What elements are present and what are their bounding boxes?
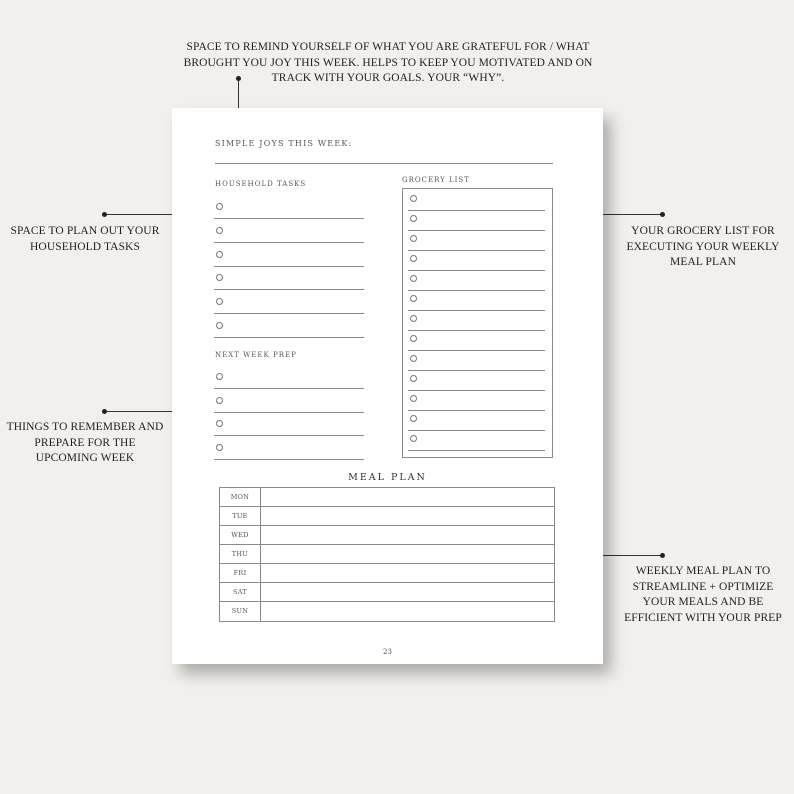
page-number: 23 [383, 648, 392, 656]
grocery-list-box [402, 188, 553, 458]
household-task-line[interactable] [214, 242, 364, 243]
grocery-item-checkbox[interactable] [410, 255, 417, 262]
meal-day-label: SAT [220, 583, 261, 601]
meal-day-label: SUN [220, 602, 261, 621]
grocery-item-line[interactable] [408, 270, 545, 271]
connector-dot-prep [102, 409, 107, 414]
meal-row-fri[interactable] [220, 564, 554, 583]
grocery-item-line[interactable] [408, 350, 545, 351]
next-week-prep-checkbox[interactable] [216, 397, 223, 404]
grocery-item-checkbox[interactable] [410, 395, 417, 402]
household-task-line[interactable] [214, 218, 364, 219]
annotation-household: SPACE TO PLAN OUT YOUR HOUSEHOLD TASKS [10, 225, 160, 253]
simple-joys-label: SIMPLE JOYS THIS WEEK: [215, 139, 353, 148]
connector-dot-household [102, 212, 107, 217]
meal-row-sat[interactable] [220, 583, 554, 602]
meal-row-sun[interactable] [220, 602, 554, 621]
meal-day-label: TUE [220, 507, 261, 525]
meal-day-label: FRI [220, 564, 261, 582]
next-week-prep-checkbox[interactable] [216, 420, 223, 427]
grocery-item-line[interactable] [408, 210, 545, 211]
annotation-grocery: YOUR GROCERY LIST FOR EXECUTING YOUR WEEKLY MEAL PLAN [626, 225, 780, 268]
connector-dot-top [236, 76, 241, 81]
grocery-item-line[interactable] [408, 390, 545, 391]
grocery-item-checkbox[interactable] [410, 355, 417, 362]
next-week-prep-label: NEXT WEEK PREP [215, 351, 297, 359]
next-week-prep-line[interactable] [214, 435, 364, 436]
household-task-line[interactable] [214, 337, 364, 338]
next-week-prep-checkbox[interactable] [216, 444, 223, 451]
grocery-item-checkbox[interactable] [410, 315, 417, 322]
simple-joys-line [215, 163, 553, 164]
meal-row-tue[interactable] [220, 507, 554, 526]
next-week-prep-line[interactable] [214, 412, 364, 413]
household-task-checkbox[interactable] [216, 227, 223, 234]
grocery-item-checkbox[interactable] [410, 235, 417, 242]
annotation-prep: THINGS TO REMEMBER AND PREPARE FOR THE UPCOMING WEEK [6, 421, 164, 464]
grocery-list-label: GROCERY LIST [402, 176, 470, 184]
meal-day-label: THU [220, 545, 261, 563]
next-week-prep-line[interactable] [214, 388, 364, 389]
grocery-item-line[interactable] [408, 450, 545, 451]
household-tasks-label: HOUSEHOLD TASKS [215, 180, 307, 188]
grocery-item-checkbox[interactable] [410, 195, 417, 202]
planner-page [172, 108, 603, 664]
grocery-item-line[interactable] [408, 310, 545, 311]
household-task-checkbox[interactable] [216, 322, 223, 329]
grocery-item-line[interactable] [408, 250, 545, 251]
annotation-top: SPACE TO REMIND YOURSELF OF WHAT YOU ARE GRATEFUL FOR / WHAT BROUGHT YOU JOY THIS WEEK. HELPS TO KEEP YOU MOTIVATED AND ON TRACK WITH YOUR GOALS. YOUR “WHY”. [183, 41, 593, 84]
meal-plan-table [219, 487, 555, 622]
grocery-item-checkbox[interactable] [410, 275, 417, 282]
household-task-checkbox[interactable] [216, 251, 223, 258]
household-task-line[interactable] [214, 289, 364, 290]
grocery-item-checkbox[interactable] [410, 415, 417, 422]
next-week-prep-checkbox[interactable] [216, 373, 223, 380]
household-task-line[interactable] [214, 313, 364, 314]
grocery-item-checkbox[interactable] [410, 335, 417, 342]
connector-dot-meal [660, 553, 665, 558]
meal-day-label: WED [220, 526, 261, 544]
household-task-checkbox[interactable] [216, 298, 223, 305]
connector-dot-grocery [660, 212, 665, 217]
meal-row-thu[interactable] [220, 545, 554, 564]
annotation-meal: WEEKLY MEAL PLAN TO STREAMLINE + OPTIMIZE YOUR MEALS AND BE EFFICIENT WITH YOUR PREP [624, 565, 782, 624]
meal-row-wed[interactable] [220, 526, 554, 545]
meal-row-mon[interactable] [220, 488, 554, 507]
grocery-item-line[interactable] [408, 230, 545, 231]
grocery-item-line[interactable] [408, 430, 545, 431]
household-task-line[interactable] [214, 266, 364, 267]
meal-day-label: MON [220, 488, 261, 506]
household-task-checkbox[interactable] [216, 203, 223, 210]
grocery-item-checkbox[interactable] [410, 435, 417, 442]
grocery-item-line[interactable] [408, 370, 545, 371]
grocery-item-line[interactable] [408, 290, 545, 291]
grocery-item-line[interactable] [408, 330, 545, 331]
grocery-item-line[interactable] [408, 410, 545, 411]
grocery-item-checkbox[interactable] [410, 375, 417, 382]
grocery-item-checkbox[interactable] [410, 295, 417, 302]
next-week-prep-line[interactable] [214, 459, 364, 460]
meal-plan-title: MEAL PLAN [348, 472, 427, 483]
household-task-checkbox[interactable] [216, 274, 223, 281]
grocery-item-checkbox[interactable] [410, 215, 417, 222]
